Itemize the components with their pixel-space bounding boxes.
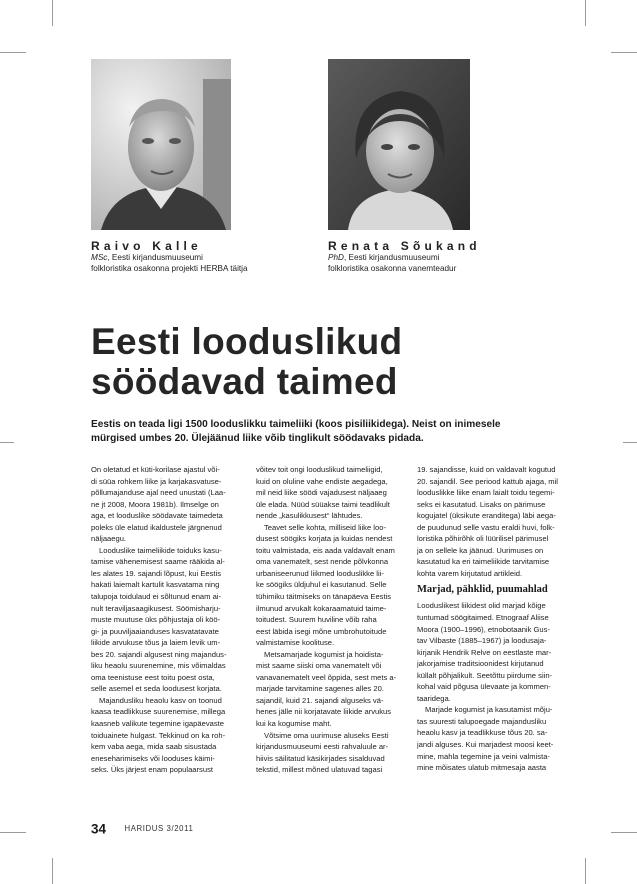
text-line: poleks üle elatud ikaldustele järgnenud — [91, 522, 222, 532]
author-name: Raivo Kalle — [91, 239, 202, 253]
text-line: mine mõisates ulatub mitmesaja aasta — [417, 763, 547, 773]
lede-line: Eestis on teada ligi 1500 looduslikku taimeliiki (koos pisiliikidega). Neist on inimesele — [91, 419, 501, 430]
text-line: aga, et looduslike söödavate taimedeta — [91, 511, 223, 521]
author-credentials — [91, 253, 248, 274]
crop-mark-top-left — [52, 0, 53, 26]
text-line: kuid on oluline vahe endiste aegadega, — [256, 476, 388, 486]
text-line: Marjade kogumist ja kasutamist mõju- — [425, 705, 553, 715]
page-footer — [91, 820, 193, 838]
text-line: 20. sajandil. See periood kattub ajaga, mil — [417, 476, 558, 486]
body-column-3 — [417, 464, 567, 774]
text-line: On oletatud et küti-korilase ajastul või- — [91, 465, 220, 474]
text-line: seks ei kasutatud. Lisaks on pärimuse — [417, 499, 546, 509]
text-line: kasutatud ka eri taimeliikide tarvitamise — [417, 557, 550, 567]
text-line: looduslikke liike enam laialt toidu tegemi- — [417, 488, 555, 498]
text-line: kirjanik Hendrik Relve on eestlaste mar- — [417, 647, 552, 657]
text-line: kohal vaid põgusa ülevaate ja kommen- — [417, 682, 551, 692]
author-position: folkloristika osakonna projekti HERBA täitja — [91, 263, 248, 273]
text-line: ke söögiks üldjuhul ei kasutanud. Selle — [256, 580, 387, 590]
text-line: jakorjamise traditsioonidest kirjutanud — [417, 659, 544, 669]
text-line: de puudunud selle vastu eraldi huvi, folk- — [417, 522, 555, 532]
author-position: folkloristika osakonna vanemteadur — [328, 263, 457, 273]
text-line: gi- ja puuviljaaianduses kasvatatavate — [91, 626, 219, 636]
body-column-1 — [91, 464, 241, 776]
crop-mark-mid-left — [0, 442, 14, 443]
text-line: tav Vilbaste (1885–1967) ja loodusaja- — [417, 636, 547, 646]
journal-issue: HARIDUS 3/2011 — [124, 824, 194, 834]
text-line: kaasneb valikute tegemine igapäevaste — [91, 719, 224, 729]
text-line: heaolu kasv ja teadlikkuse tõus 20. sa- — [417, 728, 548, 738]
text-line: ne jt 2008, Moora 1981b). Ilmselge on — [91, 499, 219, 509]
text-line: loristika põhirõhk oli lüürilisel pärimusel — [417, 534, 549, 544]
text-line: Moora (1900–1996), etnobotaanik Gus- — [417, 624, 550, 634]
text-line: nende „kasulikkusest“ lähtudes. — [256, 511, 363, 521]
article-lede — [91, 418, 546, 446]
crop-mark-bottom-right — [585, 858, 586, 884]
body-column-2 — [256, 464, 406, 776]
text-line: Võtsime oma uurimuse aluseks Eesti — [264, 730, 389, 740]
text-line: ilmunud arvukalt kokaraamatuid taime- — [256, 603, 387, 613]
text-line: taaridega. — [417, 693, 451, 703]
text-line: liku heaolu suurenemine, mis võimaldas — [91, 661, 226, 671]
text-line: oma teenistuse eest toitu poest osta, — [91, 672, 215, 682]
text-line: selle asemel et seda loodusest korjata. — [91, 684, 222, 694]
text-line: jandi alguses. Kui marjadest moosi keet- — [417, 740, 554, 750]
lede-line: mürgised umbes 20. Ülejäänud liike võib tinglikult söödavaks pidada. — [91, 433, 424, 444]
text-line: mine, mahla tegemine ja veini valmista- — [417, 751, 550, 761]
text-line: 19. sajandisse, kuid on valdavalt kogutud — [417, 465, 556, 474]
title-line: Eesti looduslikud — [91, 321, 403, 362]
text-line: kaasa teadlikkuse suurenemise, millega — [91, 707, 226, 717]
text-line: urbaniseerunud liikmed looduslikke lii- — [256, 568, 384, 578]
crop-mark-left-bottom — [0, 832, 26, 833]
author-affiliation: , Eesti kirjandusmuuseumi — [107, 253, 203, 262]
text-line: tühimiku täitmiseks on tänapäeva Eestis — [256, 592, 392, 602]
section-subheading: Marjad, pähklid, puumahlad — [417, 584, 548, 596]
text-line: liikide arvukuse tõus ja laiem levik um- — [91, 638, 221, 648]
text-line: küllalt põhjalikult. Seetõttu piirdume siin- — [417, 670, 553, 680]
page-number: 34 — [91, 821, 107, 837]
crop-mark-right-top — [611, 52, 637, 53]
text-line: tamise vähenemisest saame rääkida al- — [91, 557, 225, 567]
text-line: muste muutuse üks põhjustaja oli köö- — [91, 615, 221, 625]
crop-mark-mid-right — [623, 442, 637, 443]
text-line: tekstid, millest mõned ulatuvad tagasi — [256, 765, 383, 775]
text-line: seks. Üks järjest enam populaarsust — [91, 765, 213, 775]
text-line: oma vanematelt, sest nende põlvkonna — [256, 557, 389, 567]
text-line: mil neid liike söödi vajadusest näljaaeg — [256, 488, 387, 498]
text-line: eneseharimiseks või looduses käimi- — [91, 753, 215, 763]
crop-mark-left-top — [0, 52, 26, 53]
text-line: üle elada. Nüüd süüakse taimi teadlikult — [256, 499, 390, 509]
text-line: Looduslike taimeliikide toiduks kasu- — [99, 545, 222, 555]
text-line: kem vaba aega, mida saab sisustada — [91, 742, 217, 752]
text-line: mist saame siiski oma vanematelt või — [256, 661, 382, 671]
text-line: kirjandusmuuseumi eesti rahvaluule ar- — [256, 742, 389, 752]
text-line: toiduainete hulgast. Tekkinud on ka roh- — [91, 730, 226, 740]
text-line: Looduslikest liikidest olid marjad kõige — [417, 601, 546, 611]
text-line: vanavanematelt veel õppida, sest mets a- — [256, 672, 397, 682]
text-line: võitev toit ongi looduslikud taimeliigid, — [256, 465, 383, 474]
author-photo-raivo-kalle — [91, 59, 231, 230]
text-line: marjade tarvitamine sagenes alles 20. — [256, 684, 384, 694]
text-line: kohta varem kirjutatud artikleid. — [417, 568, 523, 578]
text-line: eest läbida isegi mõne umbrohutoitude — [256, 626, 387, 636]
text-line: näljaaegu. — [91, 534, 127, 544]
author-degree: MSc — [91, 253, 108, 262]
author-credentials — [328, 253, 456, 274]
author-affiliation: , Eesti kirjandusmuuseumi — [343, 253, 440, 262]
text-line: dusest söögiks korjata ja kuidas nendest — [256, 534, 393, 544]
text-line: talupoja toidulaud ei sõltunud enam ai- — [91, 592, 222, 602]
crop-mark-top-right — [585, 0, 586, 26]
text-line: toitudest. Suurem huviline võib raha — [256, 615, 377, 625]
author-photo-renata-soukand — [328, 59, 470, 230]
text-line: bes 20. sajandi algusest ning majandus- — [91, 649, 227, 659]
text-line: tas suuresti talupoegade majandusliku — [417, 716, 547, 726]
article-title — [91, 322, 402, 402]
text-line: henes jälle nii korjatavate liikide arvukus — [256, 707, 392, 717]
text-line: Teavet selle kohta, milliseid liike loo- — [264, 522, 386, 532]
text-line: nult teraviljasaagikusest. Söömisharju- — [91, 603, 221, 613]
text-line: hiivis säilitatud käsikirjades sisalduvad — [256, 753, 385, 763]
text-line: Majandusliku heaolu kasv on toonud — [99, 695, 222, 705]
crop-mark-bottom-left — [52, 858, 53, 884]
title-line: söödavad taimed — [91, 361, 398, 402]
text-line: põllumajanduse ajal need unustati (Laa- — [91, 488, 226, 498]
text-line: ja on sellele ka jäänud. Uurimuses on — [417, 545, 544, 555]
text-line: valmistamise koolituse. — [256, 638, 335, 648]
text-line: di süüa rohkem liike ja karjakasvatuse- — [91, 476, 222, 486]
author-degree: PhD — [328, 253, 344, 262]
text-line: les alates 19. sajandi lõpust, kui Eestis — [91, 568, 222, 578]
text-line: sajandil, kuid 21. sajandi alguseks vä- — [256, 695, 384, 705]
text-line: kui ka kogumise maht. — [256, 719, 332, 729]
text-line: Metsamarjade kogumist ja hoidista- — [264, 649, 384, 659]
text-line: toitu valmistada, eis aada valdavalt enam — [256, 545, 395, 555]
text-line: tuntumad söögitaimed. Etnograaf Aliise — [417, 613, 549, 623]
text-line: kogujatel (üksikute eranditega) läbi aega- — [417, 511, 556, 521]
text-line: hakati laiemalt kartulit kasvatama ning — [91, 580, 220, 590]
crop-mark-right-bottom — [611, 832, 637, 833]
author-name: Renata Sõukand — [328, 239, 481, 253]
